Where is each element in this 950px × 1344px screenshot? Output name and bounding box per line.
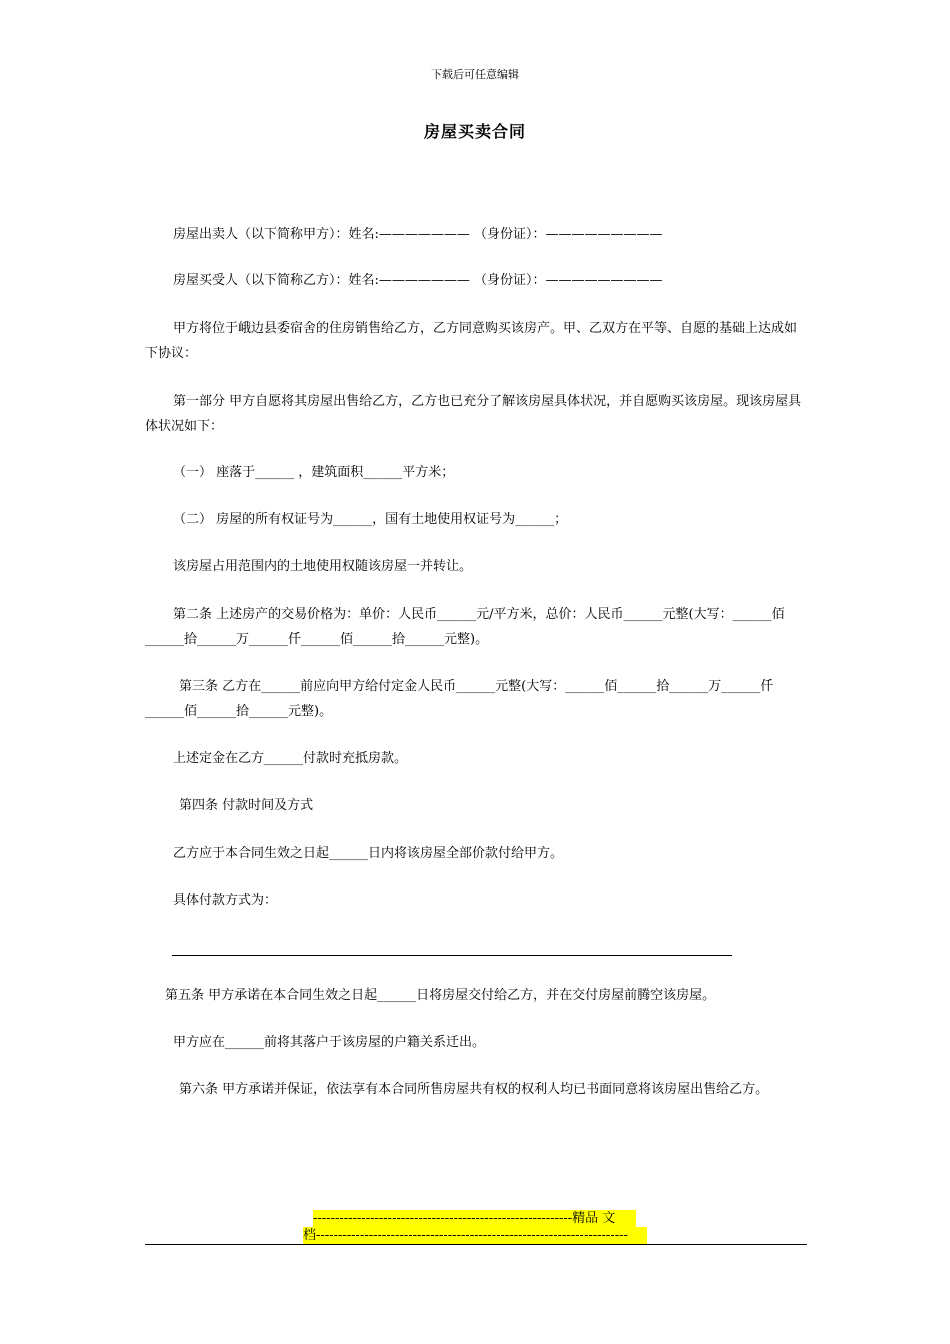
land-use-line: 该房屋占用范围内的土地使用权随该房屋一并转让。	[173, 559, 473, 574]
footer-highlight-line-2: 档-----------------------------------------------------------------------	[303, 1227, 647, 1244]
footer-highlight-line-1: -----------------------------------------------------------精品 文	[313, 1210, 636, 1227]
hukou-transfer-line: 甲方应在______前将其落户于该房屋的户籍关系迁出。	[173, 1035, 486, 1050]
article4-heading: 第四条 付款时间及方式	[179, 798, 314, 813]
header-note: 下载后可任意编辑	[431, 68, 519, 81]
document-title: 房屋买卖合同	[423, 122, 526, 141]
item2-certificates: （二） 房屋的所有权证号为______，国有土地使用权证号为______；	[173, 512, 568, 527]
part1-paragraph: 第一部分 甲方自愿将其房屋出售给乙方，乙方也已充分了解该房屋具体状况，并自愿购买该房屋。现该房屋具体状况如下：	[145, 394, 802, 434]
payment-method-blank-line	[172, 955, 732, 956]
intro-paragraph: 甲方将位于峨边县委宿舍的住房销售给乙方，乙方同意购买该房产。甲、乙双方在平等、自愿的基础上达成如下协议：	[145, 321, 798, 361]
deposit-offset-line: 上述定金在乙方______付款时充抵房款。	[173, 751, 408, 766]
item1-location: （一） 座落于______ ，建筑面积______平方米；	[173, 465, 455, 480]
article5-delivery: 第五条 甲方承诺在本合同生效之日起______日将房屋交付给乙方，并在交付房屋前腾空该房屋。	[165, 988, 716, 1003]
article2-price: 第二条 上述房产的交易价格为：单价：人民币______元/平方米，总价：人民币______元整(大写：______佰______拾______万______仟______佰______拾______元整)。	[145, 607, 785, 647]
payment-method-line: 具体付款方式为：	[173, 893, 278, 908]
seller-line: 房屋出卖人（以下简称甲方）：姓名:——————— （身份证）：—————————	[173, 227, 663, 242]
article3-deposit: 第三条 乙方在______前应向甲方给付定金人民币______元整(大写：______佰______拾______万______仟______佰______拾______元整)。	[145, 679, 774, 719]
payment-due-line: 乙方应于本合同生效之日起______日内将该房屋全部价款付给甲方。	[173, 846, 564, 861]
buyer-line: 房屋买受人（以下简称乙方）：姓名:——————— （身份证）：—————————	[173, 273, 663, 288]
footer-rule	[145, 1244, 807, 1245]
article6-guarantee: 第六条 甲方承诺并保证，依法享有本合同所售房屋共有权的权利人均已书面同意将该房屋出售给乙方。	[179, 1082, 769, 1097]
